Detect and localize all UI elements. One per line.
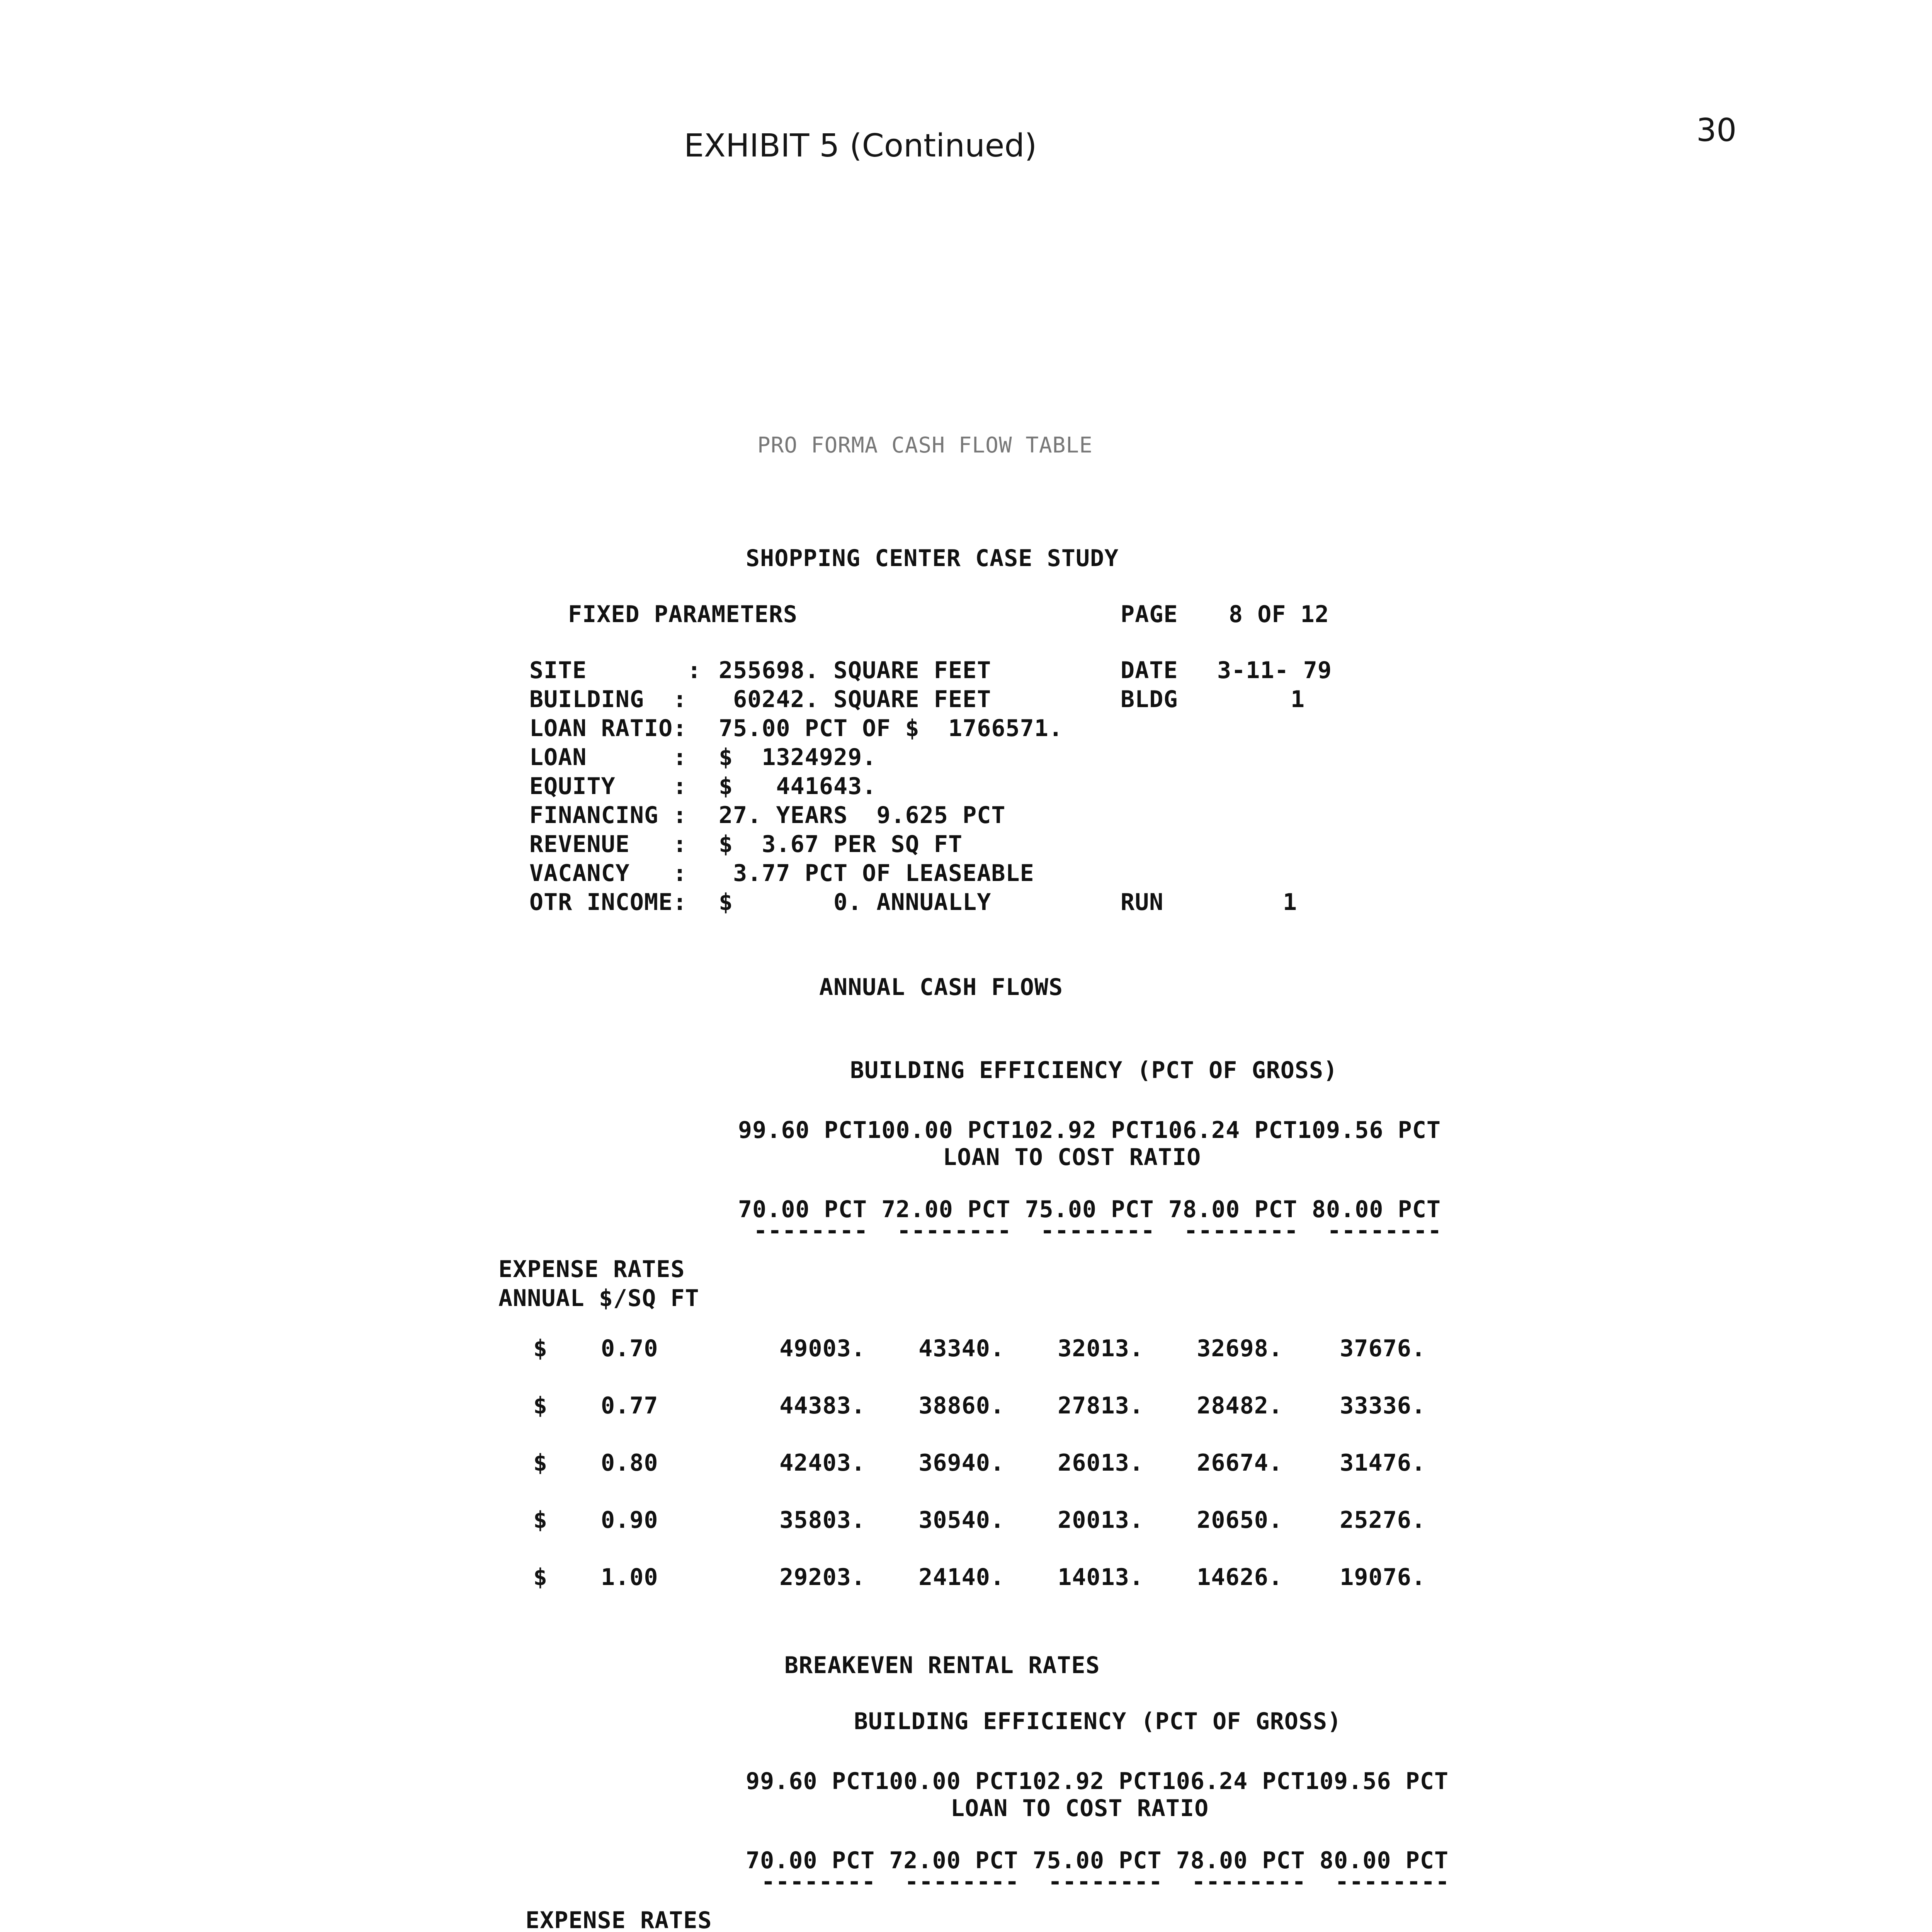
expense-units-label: ANNUAL $/SQ FT [498,1285,699,1312]
header-divider: -------- -------- -------- -------- -------- [753,1217,1442,1244]
table-cell: 38860. [918,1392,1005,1419]
currency-symbol: $ [533,1392,548,1419]
efficiency-header-row: 99.60 PCT100.00 PCT102.92 PCT106.24 PCT109.56 PCT [746,1768,1449,1795]
expense-rate: 0.77 [601,1392,658,1419]
currency-symbol: $ [533,1507,548,1534]
param-loan-label: LOAN : [529,744,687,771]
run-label: RUN [1121,889,1164,916]
date-label: DATE [1121,657,1178,684]
param-loan-ratio-label: LOAN RATIO: [529,715,687,742]
table-cell: 25276. [1340,1507,1426,1534]
efficiency-title: BUILDING EFFICIENCY (PCT OF GROSS) [854,1708,1342,1735]
table-cell: 42403. [779,1449,866,1476]
table-cell: 19076. [1340,1564,1426,1591]
report-title: PRO FORMA CASH FLOW TABLE [757,433,1093,458]
table-cell: 30540. [918,1507,1005,1534]
table-cell: 26013. [1058,1449,1144,1476]
expense-rate: 1.00 [601,1564,658,1591]
table-cell: 43340. [918,1335,1005,1362]
table-cell: 27813. [1058,1392,1144,1419]
table-cell: 20650. [1197,1507,1283,1534]
table-cell: 36940. [918,1449,1005,1476]
expense-rates-label: EXPENSE RATES [498,1256,685,1283]
param-site-label: SITE : [529,657,702,684]
expense-rate: 0.90 [601,1507,658,1534]
page-label: PAGE [1121,601,1178,628]
param-vacancy-value: 3.77 PCT OF LEASEABLE [719,860,1034,887]
run-value: 1 [1283,889,1298,916]
date-value: 3-11- 79 [1217,657,1332,684]
ratio-header-row: 70.00 PCT 72.00 PCT 75.00 PCT 78.00 PCT 80.00 PCT [738,1196,1441,1223]
section-title: BREAKEVEN RENTAL RATES [784,1652,1100,1679]
table-cell: 31476. [1340,1449,1426,1476]
bldg-value: 1 [1291,686,1305,713]
param-financing-label: FINANCING : [529,802,687,829]
param-equity-label: EQUITY : [529,773,687,800]
table-cell: 29203. [779,1564,866,1591]
param-equity-value: $ 441643. [719,773,877,800]
expense-rate: 0.70 [601,1335,658,1362]
param-building-label: BUILDING : [529,686,687,713]
currency-symbol: $ [533,1449,548,1476]
table-cell: 20013. [1058,1507,1144,1534]
efficiency-header-row: 99.60 PCT100.00 PCT102.92 PCT106.24 PCT109.56 PCT [738,1117,1441,1144]
currency-symbol: $ [533,1335,548,1362]
page-value: 8 OF 12 [1229,601,1329,628]
ratio-title: LOAN TO COST RATIO [951,1795,1209,1822]
table-cell: 35803. [779,1507,866,1534]
table-cell: 49003. [779,1335,866,1362]
param-revenue-value: $ 3.67 PER SQ FT [719,831,963,858]
currency-symbol: $ [533,1564,548,1591]
param-other-income-value: $ 0. ANNUALLY [719,889,992,916]
header-divider: -------- -------- -------- -------- -------- [761,1868,1450,1895]
bldg-label: BLDG [1121,686,1178,713]
table-cell: 14013. [1058,1564,1144,1591]
param-building-value: 60242. SQUARE FEET [719,686,992,713]
study-title: SHOPPING CENTER CASE STUDY [746,545,1119,572]
table-cell: 28482. [1197,1392,1283,1419]
table-cell: 32698. [1197,1335,1283,1362]
ratio-title: LOAN TO COST RATIO [943,1144,1201,1171]
table-cell: 33336. [1340,1392,1426,1419]
expense-rate: 0.80 [601,1449,658,1476]
ratio-header-row: 70.00 PCT 72.00 PCT 75.00 PCT 78.00 PCT 80.00 PCT [746,1847,1449,1874]
param-revenue-label: REVENUE : [529,831,687,858]
efficiency-title: BUILDING EFFICIENCY (PCT OF GROSS) [850,1057,1338,1084]
param-other-income-label: OTR INCOME: [529,889,687,916]
exhibit-title: EXHIBIT 5 (Continued) [684,128,1037,164]
table-cell: 32013. [1058,1335,1144,1362]
expense-rates-label: EXPENSE RATES [526,1907,712,1932]
param-loan-ratio-value: 75.00 PCT OF $ 1766571. [719,715,1063,742]
param-vacancy-label: VACANCY : [529,860,687,887]
table-cell: 44383. [779,1392,866,1419]
param-loan-value: $ 1324929. [719,744,877,771]
table-cell: 14626. [1197,1564,1283,1591]
fixed-parameters-label: FIXED PARAMETERS [568,601,798,628]
section-title: ANNUAL CASH FLOWS [819,974,1063,1001]
table-cell: 24140. [918,1564,1005,1591]
table-cell: 37676. [1340,1335,1426,1362]
page-number: 30 [1696,112,1737,149]
param-financing-value: 27. YEARS 9.625 PCT [719,802,1006,829]
param-site-value: 255698. SQUARE FEET [719,657,992,684]
table-cell: 26674. [1197,1449,1283,1476]
